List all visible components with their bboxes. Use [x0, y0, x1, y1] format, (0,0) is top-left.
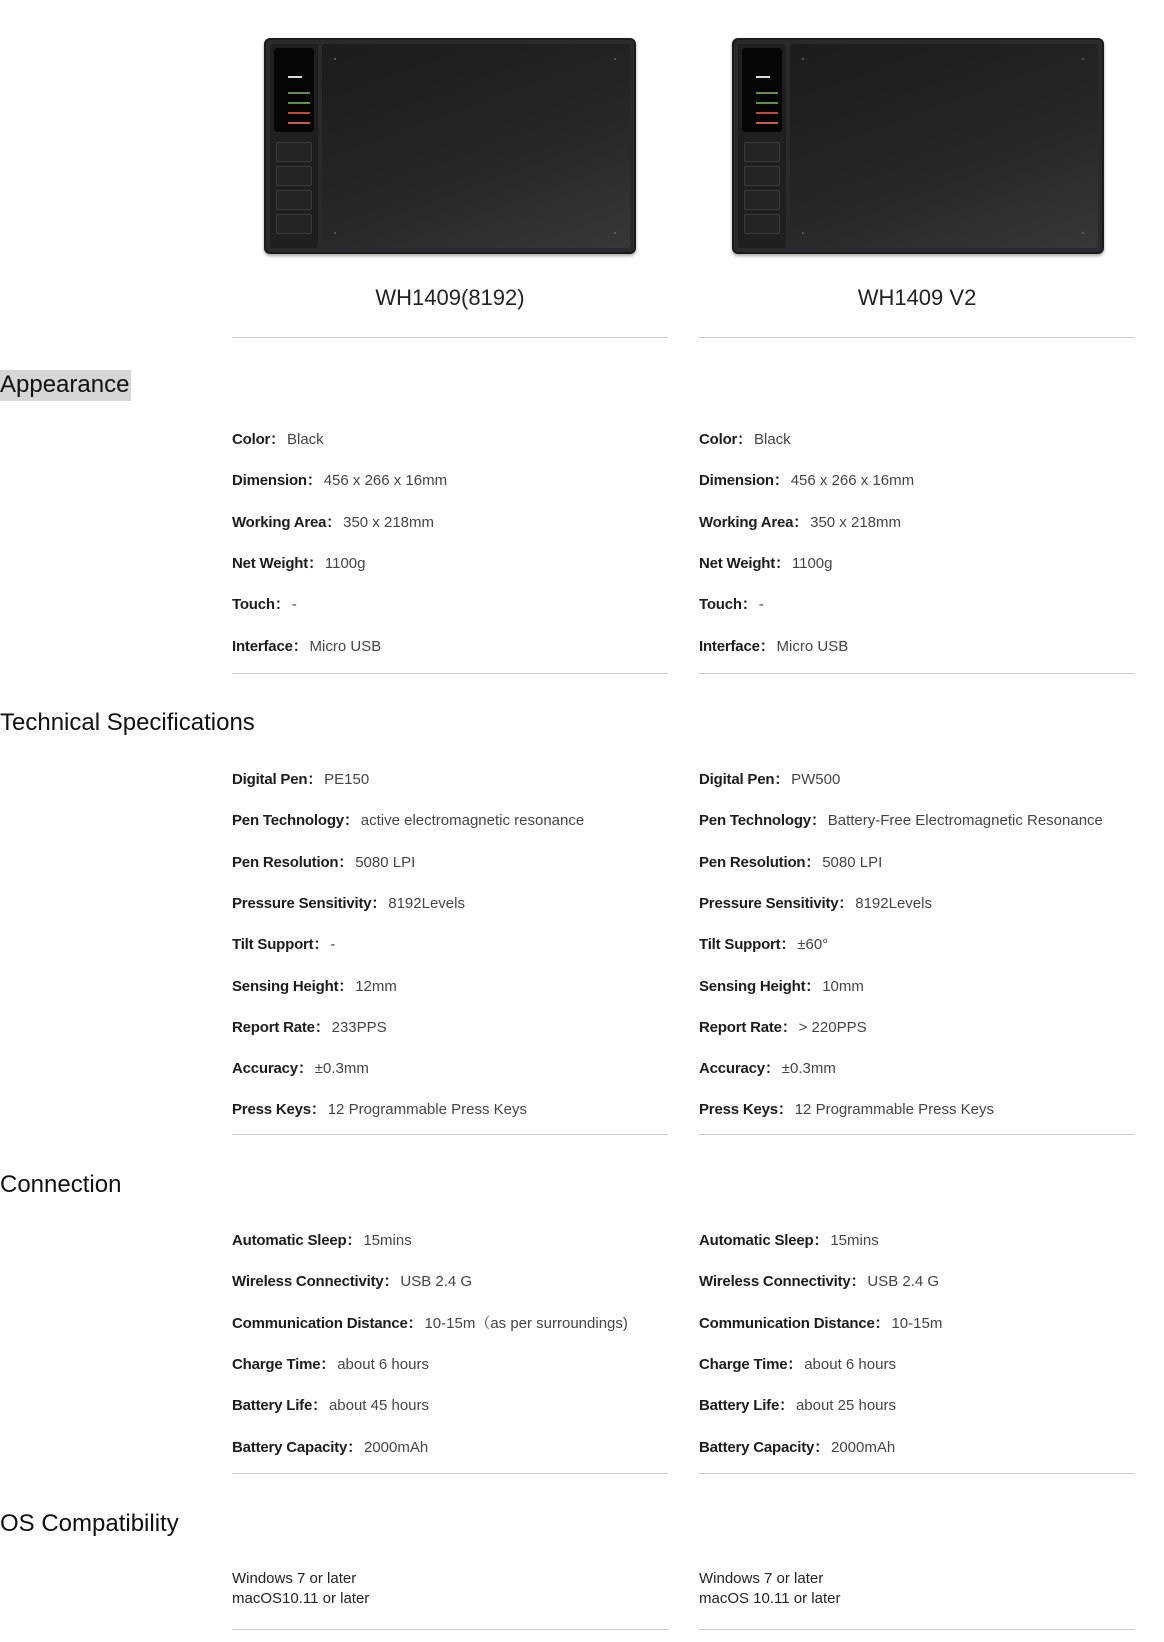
spec-key: Charge Time ： — [232, 1356, 335, 1373]
spec-value: ±60° — [797, 936, 829, 953]
spec-value: - — [291, 596, 297, 613]
spec-value: Battery-Free Electromagnetic Resonance — [827, 812, 1103, 829]
spec-row — [232, 770, 369, 790]
spec-key: Accuracy ： — [699, 1060, 780, 1077]
spec-row — [232, 513, 434, 533]
spec-row — [232, 1396, 429, 1416]
spec-row — [699, 853, 882, 873]
active-area — [790, 44, 1098, 248]
divider — [232, 1629, 668, 1630]
spec-key: Working Area ： — [699, 514, 808, 531]
spec-row — [232, 1018, 387, 1038]
spec-row — [699, 1314, 942, 1334]
spec-key: Pen Technology ： — [699, 812, 826, 829]
os-line: macOS 10.11 or later — [699, 1590, 841, 1607]
os-line: macOS10.11 or later — [232, 1590, 370, 1607]
section-title-os: OS Compatibility — [0, 1510, 179, 1537]
spec-value: about 6 hours — [337, 1356, 429, 1373]
spec-key: Battery Capacity ： — [699, 1439, 829, 1456]
product-name: WH1409 V2 — [857, 285, 977, 310]
spec-row — [699, 1396, 896, 1416]
divider — [232, 673, 668, 674]
spec-value: 350 x 218mm — [810, 514, 901, 531]
spec-key: Battery Life ： — [232, 1397, 327, 1414]
divider — [232, 1473, 668, 1474]
spec-row — [232, 1059, 369, 1079]
spec-row — [232, 853, 415, 873]
spec-row — [232, 637, 381, 657]
spec-key: Tilt Support ： — [232, 936, 328, 953]
spec-row — [699, 1231, 879, 1251]
spec-key: Color ： — [699, 431, 752, 448]
spec-value: 8192Levels — [388, 895, 465, 912]
spec-row — [699, 430, 791, 450]
spec-value: USB 2.4 G — [867, 1273, 940, 1290]
spec-value: Black — [753, 431, 791, 448]
spec-key: Interface ： — [699, 638, 775, 655]
spec-row — [699, 894, 932, 914]
spec-value: active electromagnetic resonance — [360, 812, 585, 829]
os-line: Windows 7 or later — [699, 1570, 824, 1587]
product-name: WH1409(8192) — [375, 285, 525, 310]
spec-key: Net Weight ： — [699, 555, 790, 572]
spec-value: 15mins — [830, 1232, 879, 1249]
spec-value: about 25 hours — [795, 1397, 897, 1414]
spec-key: Color ： — [232, 431, 285, 448]
spec-row — [232, 1355, 429, 1375]
divider — [699, 1473, 1135, 1474]
spec-value: 456 x 266 x 16mm — [323, 472, 448, 489]
divider — [699, 1134, 1135, 1135]
spec-row — [232, 935, 335, 955]
spec-key: Pen Technology ： — [232, 812, 359, 829]
product-image-wh1409-v2 — [732, 38, 1104, 254]
spec-value: 8192Levels — [855, 895, 932, 912]
spec-row — [232, 894, 465, 914]
spec-row — [699, 1018, 867, 1038]
spec-key: Communication Distance ： — [232, 1315, 422, 1332]
spec-key: Dimension ： — [699, 472, 789, 489]
spec-row — [232, 1100, 527, 1120]
spec-key: Accuracy ： — [232, 1060, 313, 1077]
spec-value: 456 x 266 x 16mm — [790, 472, 915, 489]
spec-key: Battery Capacity ： — [232, 1439, 362, 1456]
spec-row — [232, 811, 584, 831]
spec-key: Pressure Sensitivity ： — [232, 895, 386, 912]
spec-key: Pen Resolution ： — [232, 854, 353, 871]
spec-key: Wireless Connectivity ： — [232, 1273, 398, 1290]
divider — [232, 1134, 668, 1135]
spec-value: 10mm — [822, 978, 864, 995]
spec-key: Sensing Height ： — [232, 978, 353, 995]
spec-key: Working Area ： — [232, 514, 341, 531]
spec-key: Press Keys ： — [699, 1101, 793, 1118]
spec-row — [699, 1059, 836, 1079]
spec-row — [232, 1231, 412, 1251]
spec-key: Pen Resolution ： — [699, 854, 820, 871]
spec-key: Digital Pen ： — [699, 771, 789, 788]
spec-value: - — [758, 596, 764, 613]
spec-key: Battery Life ： — [699, 1397, 794, 1414]
divider — [232, 337, 668, 338]
os-line: Windows 7 or later — [232, 1570, 357, 1587]
spec-row — [232, 1272, 472, 1292]
spec-row — [699, 471, 914, 491]
spec-value: 12 Programmable Press Keys — [327, 1101, 527, 1118]
spec-key: Wireless Connectivity ： — [699, 1273, 865, 1290]
spec-value: 1100g — [324, 555, 366, 572]
spec-value: > 220PPS — [798, 1019, 867, 1036]
spec-row — [232, 430, 324, 450]
spec-value: 2000mAh — [364, 1439, 429, 1456]
spec-row — [699, 595, 764, 615]
spec-value: - — [330, 936, 336, 953]
express-key-strip — [738, 44, 786, 248]
section-title-technical: Technical Specifications — [0, 709, 255, 736]
active-area — [322, 44, 630, 248]
spec-value: PW500 — [791, 771, 841, 788]
spec-value: 350 x 218mm — [343, 514, 434, 531]
product-image-wh1409-8192 — [264, 38, 636, 254]
spec-row — [232, 471, 447, 491]
spec-row — [699, 1438, 895, 1458]
spec-key: Digital Pen ： — [232, 771, 322, 788]
spec-value: about 6 hours — [804, 1356, 896, 1373]
spec-value: 10-15m（as per surroundings) — [424, 1315, 628, 1332]
spec-row — [699, 811, 1103, 831]
spec-value: 233PPS — [331, 1019, 387, 1036]
divider — [699, 673, 1135, 674]
spec-key: Report Rate ： — [232, 1019, 330, 1036]
spec-value: 15mins — [363, 1232, 412, 1249]
spec-value: 5080 LPI — [822, 854, 883, 871]
spec-row — [699, 637, 848, 657]
led-display — [274, 48, 314, 132]
spec-row — [699, 1100, 994, 1120]
spec-row — [699, 513, 901, 533]
spec-key: Net Weight ： — [232, 555, 323, 572]
spec-value: 2000mAh — [831, 1439, 896, 1456]
spec-value: ±0.3mm — [781, 1060, 836, 1077]
spec-key: Interface ： — [232, 638, 308, 655]
spec-row — [232, 977, 397, 997]
spec-value: 12 Programmable Press Keys — [794, 1101, 994, 1118]
spec-key: Pressure Sensitivity ： — [699, 895, 853, 912]
spec-key: Press Keys ： — [232, 1101, 326, 1118]
spec-row — [232, 554, 365, 574]
spec-key: Sensing Height ： — [699, 978, 820, 995]
section-title-connection: Connection — [0, 1171, 122, 1198]
spec-row — [699, 977, 864, 997]
spec-value: PE150 — [324, 771, 370, 788]
spec-key: Touch ： — [699, 596, 757, 613]
spec-row — [232, 595, 297, 615]
spec-value: ±0.3mm — [314, 1060, 369, 1077]
spec-key: Communication Distance ： — [699, 1315, 889, 1332]
spec-value: USB 2.4 G — [400, 1273, 473, 1290]
divider — [699, 1629, 1135, 1630]
spec-row — [699, 1272, 939, 1292]
spec-value: Micro USB — [776, 638, 849, 655]
spec-value: Micro USB — [309, 638, 382, 655]
spec-key: Dimension ： — [232, 472, 322, 489]
spec-row — [699, 554, 832, 574]
spec-key: Charge Time ： — [699, 1356, 802, 1373]
spec-value: 10-15m — [891, 1315, 943, 1332]
spec-value: 5080 LPI — [355, 854, 416, 871]
spec-row — [699, 935, 828, 955]
spec-value: 12mm — [355, 978, 397, 995]
spec-row — [699, 770, 840, 790]
spec-row — [699, 1355, 896, 1375]
spec-key: Touch ： — [232, 596, 290, 613]
section-title-appearance: Appearance — [0, 370, 131, 401]
spec-row — [232, 1314, 628, 1334]
spec-key: Automatic Sleep ： — [232, 1232, 361, 1249]
spec-key: Tilt Support ： — [699, 936, 795, 953]
spec-value: Black — [286, 431, 324, 448]
spec-key: Report Rate ： — [699, 1019, 797, 1036]
spec-value: about 45 hours — [328, 1397, 430, 1414]
led-display — [742, 48, 782, 132]
spec-row — [232, 1438, 428, 1458]
express-key-strip — [270, 44, 318, 248]
spec-key: Automatic Sleep ： — [699, 1232, 828, 1249]
spec-value: 1100g — [791, 555, 833, 572]
divider — [699, 337, 1135, 338]
